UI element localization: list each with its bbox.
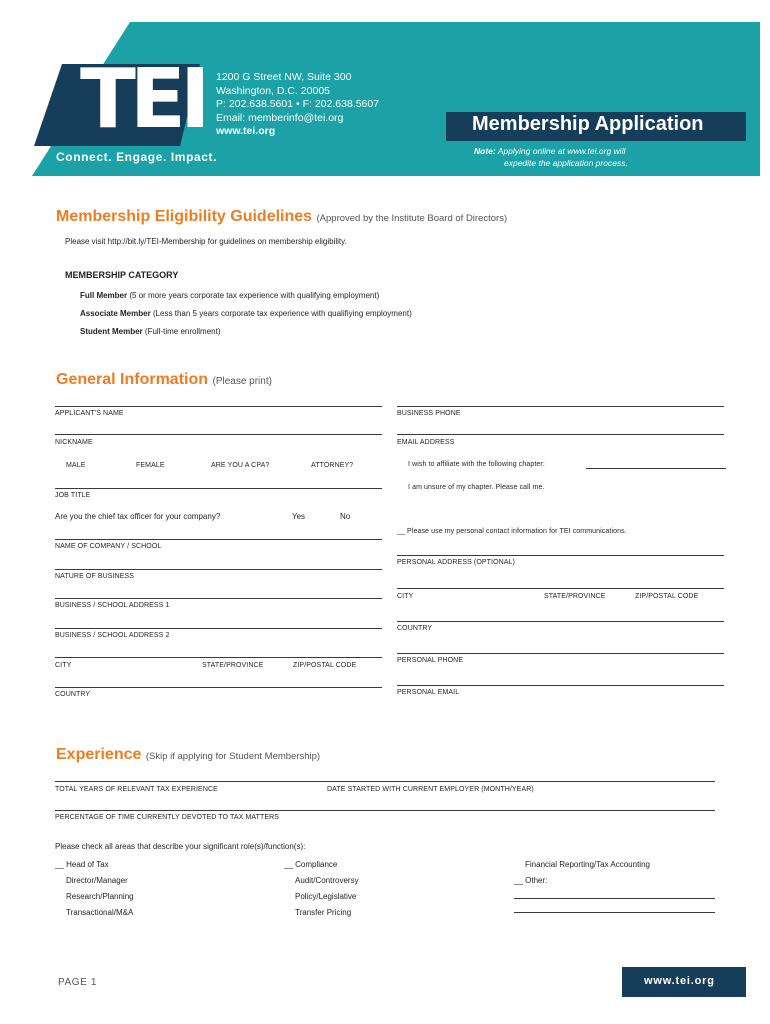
female-option[interactable]: FEMALE: [136, 462, 165, 469]
business-phone-field[interactable]: BUSINESS PHONE: [397, 410, 461, 417]
personal-zip-field[interactable]: ZIP/POSTAL CODE: [635, 593, 699, 600]
personal-contact-option[interactable]: [397, 528, 627, 535]
rule: [397, 555, 724, 556]
rule: [397, 653, 724, 654]
applicant-name-field[interactable]: APPLICANT'S NAME: [55, 410, 124, 417]
eligibility-heading: Membership Eligibility Guidelines: [56, 208, 313, 225]
personal-city-field[interactable]: CITY: [397, 593, 414, 600]
experience-heading: Experience: [56, 746, 142, 763]
rule: [397, 406, 724, 407]
category-full-member[interactable]: [80, 291, 379, 300]
footer-website-badge[interactable]: [622, 967, 746, 997]
rule: [397, 621, 724, 622]
roles-prompt: Please check all areas that describe your significant role(s)/function(s):: [55, 842, 306, 851]
attorney-option[interactable]: ATTORNEY?: [311, 462, 354, 469]
category-desc: (Full-time enrollment): [144, 327, 221, 336]
general-heading-row: [56, 371, 272, 389]
role-director-manager[interactable]: Director/Manager: [66, 876, 128, 885]
address-line-2: Washington, D.C. 20005: [216, 84, 331, 97]
percentage-field[interactable]: PERCENTAGE OF TIME CURRENTLY DEVOTED TO TAX MATTERS: [55, 814, 280, 821]
role-research-planning[interactable]: Research/Planning: [66, 892, 134, 901]
company-field[interactable]: NAME OF COMPANY / SCHOOL: [55, 543, 162, 550]
email-address-field[interactable]: EMAIL ADDRESS: [397, 439, 455, 446]
rule: [397, 434, 724, 435]
category-name: Full Member: [80, 291, 128, 300]
experience-heading-row: [56, 746, 320, 764]
role-other[interactable]: __ Other:: [514, 876, 548, 885]
chapter-input-line[interactable]: [586, 468, 726, 469]
other-input-line-2[interactable]: [514, 912, 715, 913]
personal-contact-label: Please use my personal contact information for TEI communications.: [407, 528, 627, 535]
logo-text: TEI: [80, 52, 205, 147]
total-years-field[interactable]: TOTAL YEARS OF RELEVANT TAX EXPERIENCE: [55, 786, 218, 793]
contact-email[interactable]: Email: memberinfo@tei.org: [216, 111, 344, 124]
male-option[interactable]: MALE: [66, 462, 86, 469]
role-head-of-tax[interactable]: __ Head of Tax: [55, 860, 109, 869]
eligibility-intro: Please visit http://bit.ly/TEI-Membership for guidelines on membership eligibility.: [65, 237, 347, 246]
experience-subheading: (Skip if applying for Student Membership): [145, 751, 321, 762]
chief-tax-question: Are you the chief tax officer for your company?: [55, 512, 221, 521]
role-compliance[interactable]: __ Compliance: [284, 860, 338, 869]
note-text: Applying online at www.tei.org will: [497, 146, 626, 156]
business-zip-field[interactable]: ZIP/POSTAL CODE: [293, 662, 357, 669]
category-student-member[interactable]: [80, 327, 220, 336]
role-policy-legislative[interactable]: Policy/Legislative: [295, 892, 357, 901]
business-address-1-field[interactable]: BUSINESS / SCHOOL ADDRESS 1: [55, 602, 170, 609]
rule: [55, 598, 382, 599]
eligibility-heading-row: [56, 208, 507, 226]
note-text-2: expedite the application process.: [504, 158, 628, 168]
tei-logo: [80, 52, 205, 147]
nature-of-business-field[interactable]: NATURE OF BUSINESS: [55, 573, 135, 580]
cpa-option[interactable]: ARE YOU A CPA?: [211, 462, 270, 469]
rule: [397, 588, 724, 589]
rule: [55, 569, 382, 570]
personal-address-field[interactable]: PERSONAL ADDRESS (OPTIONAL): [397, 559, 515, 566]
general-subheading: (Please print): [212, 376, 272, 387]
general-heading: General Information: [56, 371, 209, 388]
category-associate-member[interactable]: [80, 309, 412, 318]
chief-tax-yes[interactable]: Yes: [292, 512, 306, 521]
rule: [55, 488, 382, 489]
page-number: PAGE 1: [58, 977, 97, 988]
tagline: Connect. Engage. Impact.: [56, 150, 218, 164]
nickname-field[interactable]: NICKNAME: [55, 439, 93, 446]
contact-block: [216, 71, 379, 139]
eligibility-subheading: (Approved by the Institute Board of Directors): [316, 213, 508, 224]
rule: [55, 781, 715, 782]
job-title-field[interactable]: JOB TITLE: [55, 492, 91, 499]
footer-website: www.tei.org: [644, 975, 715, 987]
date-started-field[interactable]: DATE STARTED WITH CURRENT EMPLOYER (MONTH/YEAR): [327, 786, 534, 793]
category-name: Associate Member: [80, 309, 151, 318]
personal-email-field[interactable]: PERSONAL EMAIL: [397, 689, 460, 696]
business-address-2-field[interactable]: BUSINESS / SCHOOL ADDRESS 2: [55, 632, 170, 639]
category-name: Student Member: [80, 327, 143, 336]
role-transactional-ma[interactable]: Transactional/M&A: [66, 908, 134, 917]
chief-tax-no[interactable]: No: [340, 512, 351, 521]
rule: [55, 657, 382, 658]
personal-phone-field[interactable]: PERSONAL PHONE: [397, 657, 464, 664]
business-country-field[interactable]: COUNTRY: [55, 691, 91, 698]
personal-state-field[interactable]: STATE/PROVINCE: [544, 593, 606, 600]
business-city-field[interactable]: CITY: [55, 662, 72, 669]
chapter-affiliate-option[interactable]: I wish to affiliate with the following chapter:: [408, 461, 545, 468]
rule: [55, 406, 382, 407]
contact-website[interactable]: www.tei.org: [216, 125, 276, 137]
personal-country-field[interactable]: COUNTRY: [397, 625, 433, 632]
form-title: Membership Application: [472, 113, 704, 135]
checkbox-blank[interactable]: __: [397, 528, 405, 535]
note-label: Note:: [474, 146, 496, 156]
application-note: [474, 145, 628, 169]
role-financial-reporting[interactable]: Financial Reporting/Tax Accounting: [525, 860, 650, 869]
rule: [55, 628, 382, 629]
category-desc: (5 or more years corporate tax experience with qualifying employment): [129, 291, 380, 300]
other-input-line-1[interactable]: [514, 898, 715, 899]
rule: [55, 539, 382, 540]
rule: [55, 810, 715, 811]
phone-fax: P: 202.638.5601 • F: 202.638.5607: [216, 98, 380, 110]
rule: [55, 434, 382, 435]
business-state-field[interactable]: STATE/PROVINCE: [202, 662, 264, 669]
chapter-unsure-option[interactable]: I am unsure of my chapter. Please call me.: [408, 484, 545, 491]
rule: [397, 685, 724, 686]
rule: [55, 687, 382, 688]
address-line-1: 1200 G Street NW, Suite 300: [216, 71, 352, 83]
role-audit-controversy[interactable]: Audit/Controversy: [295, 876, 359, 885]
category-label: MEMBERSHIP CATEGORY: [65, 270, 179, 280]
role-transfer-pricing[interactable]: Transfer Pricing: [295, 908, 352, 917]
category-desc: (Less than 5 years corporate tax experience with qualifiying employment): [152, 309, 412, 318]
